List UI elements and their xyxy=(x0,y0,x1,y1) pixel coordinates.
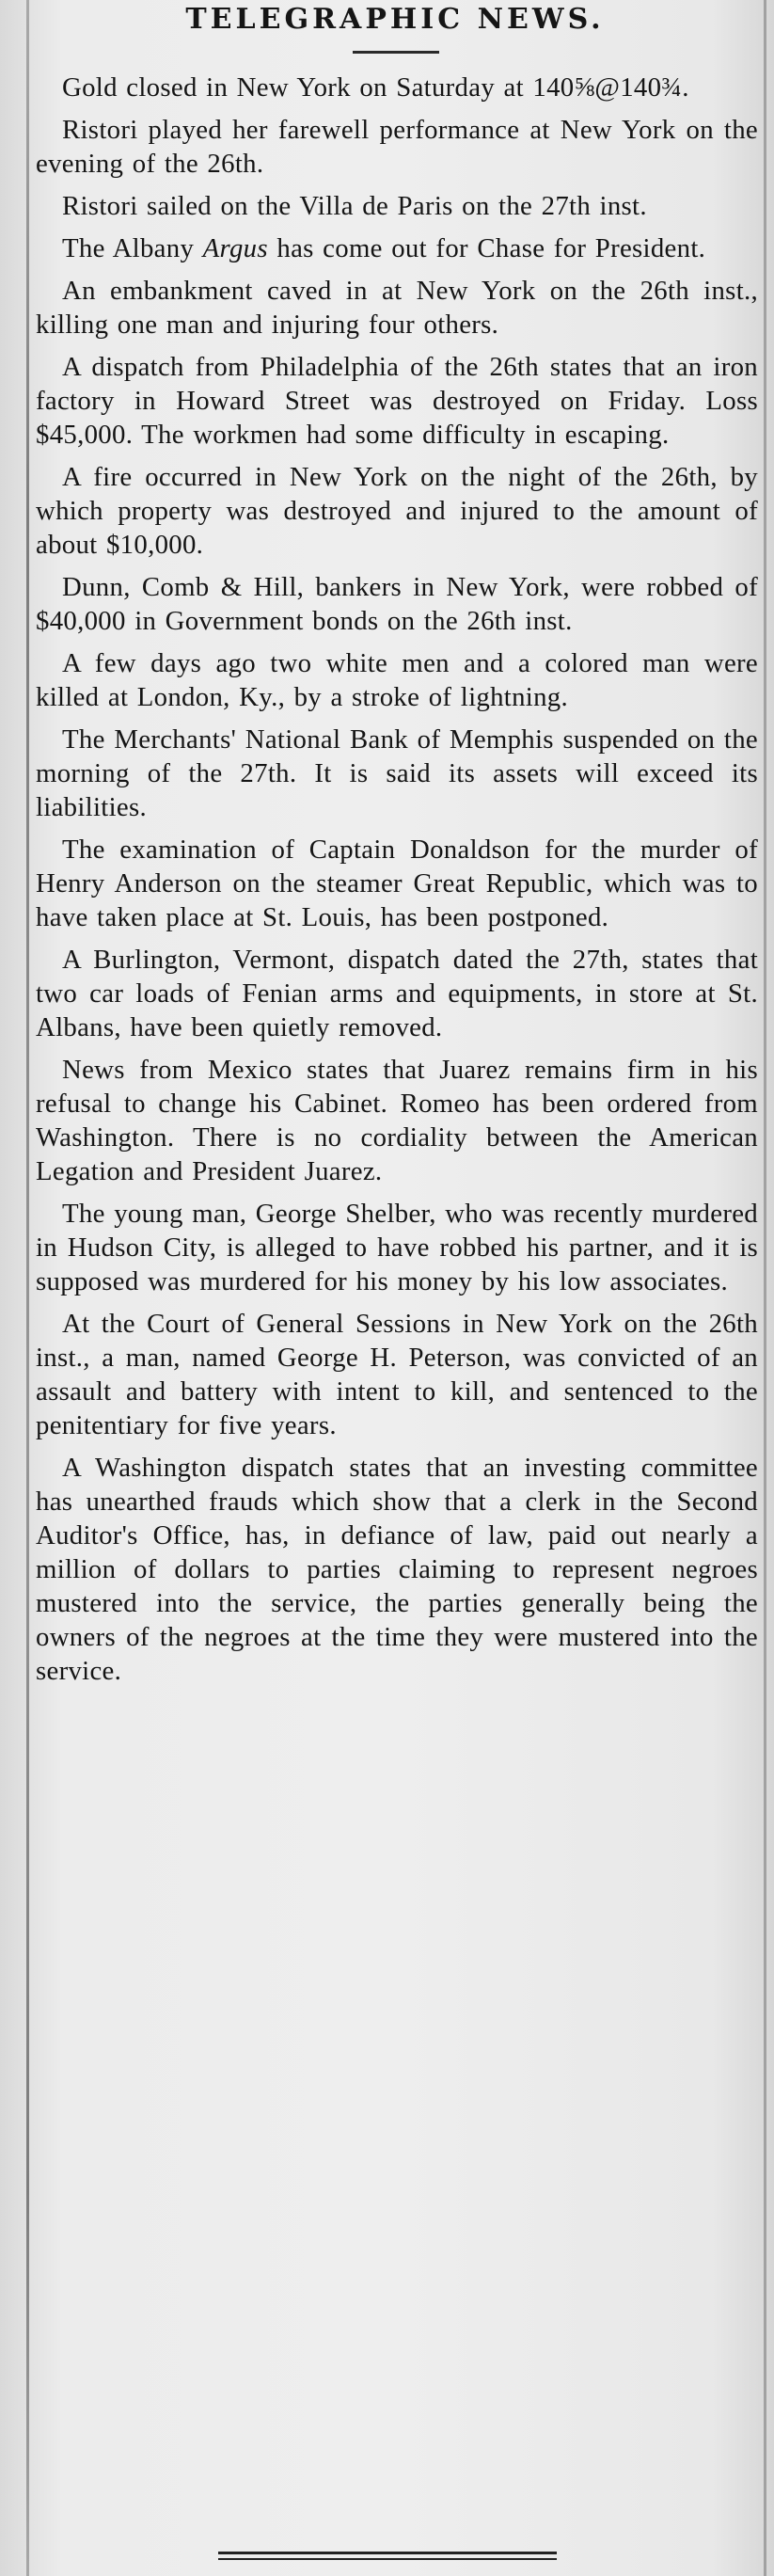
news-item-text: The young man, George Shelber, who was recently murdered in Hudson City, is alleged to have robbed his partner, and it is supposed was murdered for his money by his low associates. xyxy=(36,1199,758,1296)
news-item-new-york-fire xyxy=(36,460,758,562)
news-item-text: The Merchants' National Bank of Memphis suspended on the morning of the 27th. It is said its assets will exceed its liabilities. xyxy=(36,724,758,822)
news-item-peterson xyxy=(36,1307,758,1442)
news-item-gold xyxy=(36,71,758,104)
news-item-philadelphia-factory xyxy=(36,350,758,452)
closing-rule xyxy=(218,2552,557,2560)
news-item-ristori-farewell xyxy=(36,113,758,181)
news-item-text-tail: has come out for Chase for President. xyxy=(276,233,706,263)
news-item-ristori-sailed xyxy=(36,189,758,223)
news-item-text: An embankment caved in at New York on the 26th inst., killing one man and injuring four others. xyxy=(36,276,758,340)
news-item-donaldson xyxy=(36,833,758,934)
news-item-text: Gold closed in New York on Saturday at 140⅝@140¾. xyxy=(62,72,689,103)
news-item-text: A fire occurred in New York on the night of the 26th, by which property was destroyed and injured to the amount of about $10,000. xyxy=(36,462,758,560)
news-item-text: A dispatch from Philadelphia of the 26th states that an iron factory in Howard Street was destroyed on Friday. Loss $45,000. The workmen had some difficulty in escaping. xyxy=(36,352,758,450)
news-item-text: The Albany xyxy=(62,233,195,263)
news-item-text: The examination of Captain Donaldson for the murder of Henry Anderson on the steamer Great Republic, which was to have taken place at St. Louis, has been postponed. xyxy=(36,835,758,932)
news-item-memphis-bank xyxy=(36,723,758,824)
news-item-shelber xyxy=(36,1197,758,1298)
news-item-text: Ristori sailed on the Villa de Paris on the 27th inst. xyxy=(62,191,647,221)
headline: TELEGRAPHIC NEWS. xyxy=(185,3,605,36)
headline-rule xyxy=(353,51,439,54)
news-column xyxy=(36,71,758,1696)
news-item-washington-frauds xyxy=(36,1451,758,1688)
news-item-text: Dunn, Comb & Hill, bankers in New York, were robbed of $40,000 in Government bonds on the 26th inst. xyxy=(36,572,758,636)
news-item-text: A Washington dispatch states that an investing committee has unearthed frauds which show that a clerk in the Second Auditor's Office, has, in defiance of law, paid out nearly a million of dollars to parties claiming to represent negroes mustered into the service, the parties generally being the owners of the negroes at the time they were mustered into the service. xyxy=(36,1453,758,1686)
news-item-bankers-robbed xyxy=(36,570,758,638)
news-item-text: At the Court of General Sessions in New York on the 26th inst., a man, named George H. Peterson, was convicted of an assault and battery with intent to kill, and sentenced to the penitentiary for five years. xyxy=(36,1309,758,1440)
news-item-mexico xyxy=(36,1053,758,1188)
news-item-text: A Burlington, Vermont, dispatch dated the 27th, states that two car loads of Fenian arms and equipments, in store at St. Albans, have been quietly removed. xyxy=(36,945,758,1042)
column-rule-left xyxy=(26,0,29,2576)
news-item-embankment xyxy=(36,274,758,342)
newspaper-name-italic: Argus xyxy=(202,233,268,263)
column-rule-right xyxy=(764,0,766,2576)
news-item-text: Ristori played her farewell performance at New York on the evening of the 26th. xyxy=(36,115,758,179)
news-item-fenian-arms xyxy=(36,943,758,1044)
news-item-text: A few days ago two white men and a colored man were killed at London, Ky., by a stroke of lightning. xyxy=(36,648,758,712)
news-item-text: News from Mexico states that Juarez remains firm in his refusal to change his Cabinet. Romeo has been ordered from Washington. There is no cordiality between the American Legation and President Juarez. xyxy=(36,1055,758,1186)
news-item-albany-argus xyxy=(36,231,758,265)
news-item-lightning xyxy=(36,646,758,714)
